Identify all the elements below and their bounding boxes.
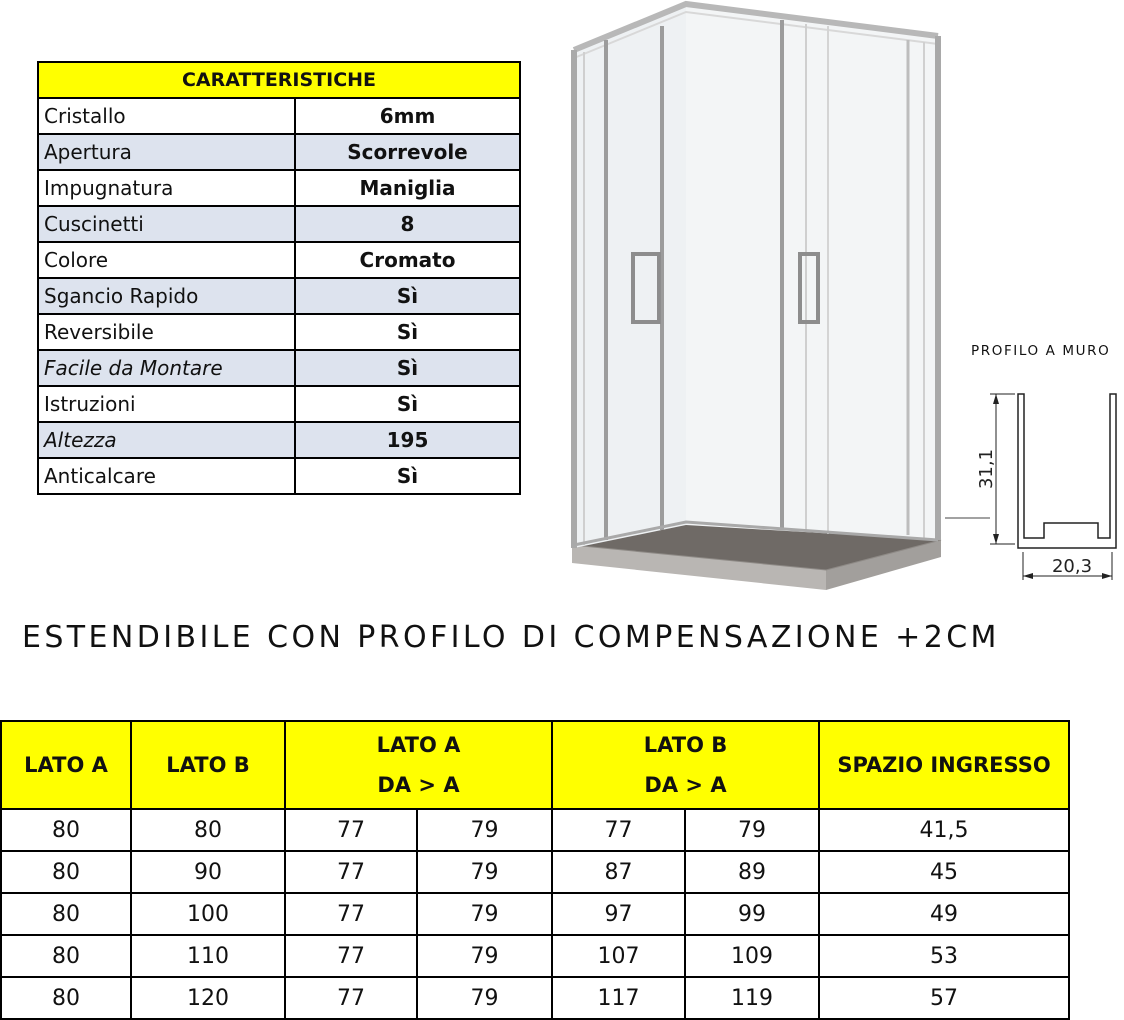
cell-lato-a-from: 77: [285, 851, 417, 893]
header-lato-b-range-line1: LATO B: [643, 733, 728, 757]
feature-row: [38, 350, 520, 386]
feature-row: [38, 134, 520, 170]
cell-lato-b: 90: [131, 851, 285, 893]
feature-value: Scorrevole: [295, 134, 520, 170]
feature-value: Sì: [295, 350, 520, 386]
cell-lato-a-to: 79: [417, 851, 552, 893]
cell-lato-a-to: 79: [417, 977, 552, 1019]
feature-value: Sì: [295, 278, 520, 314]
feature-row: [38, 278, 520, 314]
cell-lato-b-to: 109: [685, 935, 819, 977]
feature-row: [38, 314, 520, 350]
feature-value: 195: [295, 422, 520, 458]
cell-lato-a: 80: [1, 935, 131, 977]
feature-label: Apertura: [38, 134, 295, 170]
header-lato-a-range-line2: DA > A: [377, 773, 460, 797]
cell-lato-b-to: 79: [685, 809, 819, 851]
cell-lato-b-from: 77: [552, 809, 685, 851]
feature-value: 6mm: [295, 98, 520, 134]
cell-lato-b-to: 119: [685, 977, 819, 1019]
cell-lato-b: 110: [131, 935, 285, 977]
cell-lato-a: 80: [1, 851, 131, 893]
header-lato-a-range-line1: LATO A: [376, 733, 461, 757]
cell-lato-a-from: 77: [285, 809, 417, 851]
feature-label: Cristallo: [38, 98, 295, 134]
table-row: [1, 893, 1069, 935]
cell-lato-b-to: 99: [685, 893, 819, 935]
feature-label: Istruzioni: [38, 386, 295, 422]
table-row: [1, 809, 1069, 851]
cell-lato-a-to: 79: [417, 935, 552, 977]
cell-lato-b-from: 87: [552, 851, 685, 893]
cell-lato-b-from: 117: [552, 977, 685, 1019]
feature-value: Sì: [295, 386, 520, 422]
cell-lato-b-from: 107: [552, 935, 685, 977]
feature-label: Facile da Montare: [38, 350, 295, 386]
table-row: [1, 851, 1069, 893]
cell-spazio-ingresso: 57: [819, 977, 1069, 1019]
cell-lato-a-from: 77: [285, 977, 417, 1019]
profile-title: PROFILO A MURO: [971, 343, 1111, 359]
dimensions-body: [1, 809, 1069, 1019]
header-lato-b: LATO B: [131, 721, 285, 809]
feature-value: Cromato: [295, 242, 520, 278]
cell-lato-b: 100: [131, 893, 285, 935]
feature-label: Reversibile: [38, 314, 295, 350]
feature-row: [38, 170, 520, 206]
cell-lato-a: 80: [1, 809, 131, 851]
feature-label: Colore: [38, 242, 295, 278]
cell-lato-b-from: 97: [552, 893, 685, 935]
cell-spazio-ingresso: 49: [819, 893, 1069, 935]
table-row: [1, 977, 1069, 1019]
cell-lato-a-from: 77: [285, 935, 417, 977]
header-lato-a: LATO A: [1, 721, 131, 809]
table-row: [1, 935, 1069, 977]
feature-label: Altezza: [38, 422, 295, 458]
features-table: [37, 61, 521, 495]
cell-spazio-ingresso: 45: [819, 851, 1069, 893]
feature-row: [38, 98, 520, 134]
header-spazio-ingresso: SPAZIO INGRESSO: [819, 721, 1069, 809]
cell-lato-a-to: 79: [417, 809, 552, 851]
feature-value: 8: [295, 206, 520, 242]
feature-value: Maniglia: [295, 170, 520, 206]
feature-label: Sgancio Rapido: [38, 278, 295, 314]
profile-height-dim: 31,1: [976, 448, 997, 490]
feature-row: [38, 206, 520, 242]
feature-value: Sì: [295, 314, 520, 350]
shower-enclosure-image: [566, 0, 946, 600]
header-lato-b-range-line2: DA > A: [644, 773, 727, 797]
cell-lato-b: 120: [131, 977, 285, 1019]
cell-lato-b-to: 89: [685, 851, 819, 893]
header-lato-a-range: [285, 721, 552, 809]
cell-lato-a-from: 77: [285, 893, 417, 935]
feature-row: [38, 386, 520, 422]
feature-value: Sì: [295, 458, 520, 494]
features-header: CARATTERISTICHE: [38, 62, 520, 98]
cell-spazio-ingresso: 53: [819, 935, 1069, 977]
dimensions-header-row: [1, 721, 1069, 809]
dimensions-table: [0, 720, 1070, 1020]
feature-row: [38, 458, 520, 494]
feature-label: Cuscinetti: [38, 206, 295, 242]
profile-width-dim: 20,3: [1051, 556, 1093, 577]
cell-lato-a: 80: [1, 977, 131, 1019]
feature-label: Anticalcare: [38, 458, 295, 494]
feature-row: [38, 242, 520, 278]
feature-row: [38, 422, 520, 458]
header-lato-b-range: [552, 721, 819, 809]
cell-lato-b: 80: [131, 809, 285, 851]
wall-profile-diagram: [930, 380, 1124, 585]
cell-spazio-ingresso: 41,5: [819, 809, 1069, 851]
feature-label: Impugnatura: [38, 170, 295, 206]
cell-lato-a: 80: [1, 893, 131, 935]
extension-heading: ESTENDIBILE CON PROFILO DI COMPENSAZIONE +2CM: [22, 620, 1000, 655]
cell-lato-a-to: 79: [417, 893, 552, 935]
